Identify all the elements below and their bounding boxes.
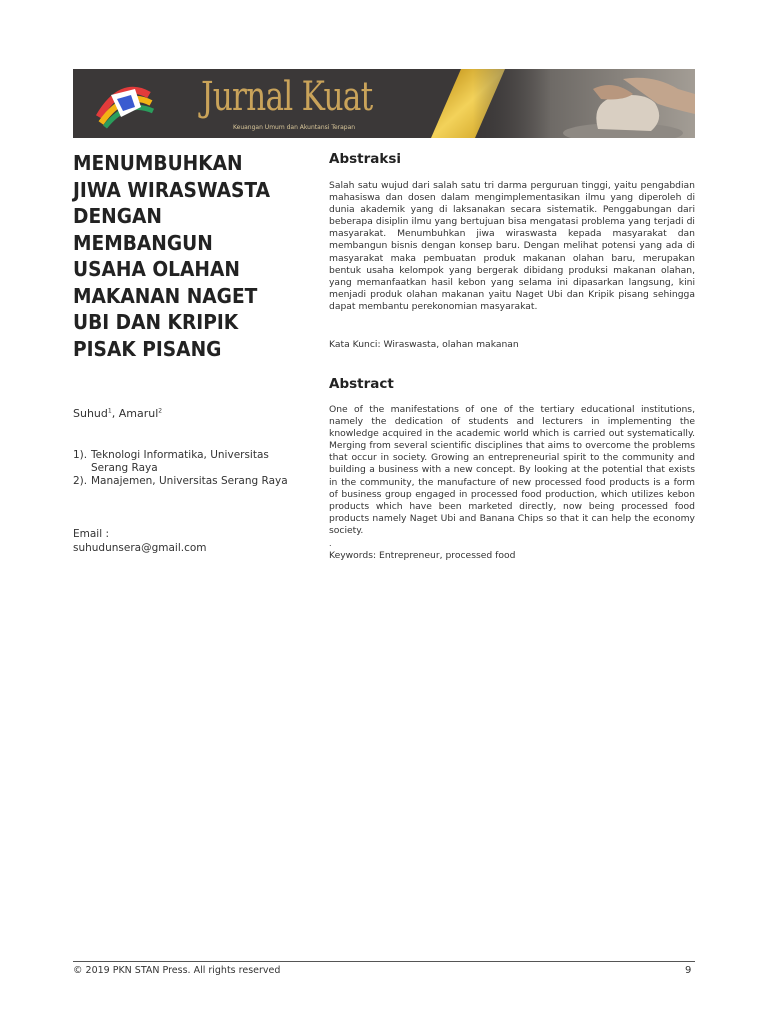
abstract-text: One of the manifestations of one of the tertiary educational institutions, namely the dedication of students and lecturers in implementing the knowledge acquired in the academic world which is carried out systematically. Merging from several scientific disciplines that aims to overcome the problems that occur in society. Growing an entrepreneurial spirit to the community and building a business with a new concept. By looking at the potential that exists in the community, the manufacture of new processed food products is a form of business group engaged in processed food production, which utilizes kebon products which have been marketed directly, now being processed food products namely Naget Ubi and Banana Chips so that it can help the economy society. xyxy=(329,404,695,536)
pottery-photo xyxy=(473,69,695,138)
article-title: MENUMBUHKAN JIWA WIRASWASTA DENGAN MEMBANGUN USAHA OLAHAN MAKANAN NAGET UBI DAN KRIPIK PISAK PISANG xyxy=(73,151,271,361)
email-label: Email : xyxy=(73,528,110,540)
abstraksi-keywords: Kata Kunci: Wiraswasta, olahan makanan xyxy=(329,339,519,350)
abstract-heading: Abstract xyxy=(329,376,394,392)
author-affiliation-mark: 1 xyxy=(107,407,112,415)
journal-logo-icon xyxy=(91,77,159,131)
email-block xyxy=(73,528,207,555)
affiliation-number: 1). xyxy=(73,449,88,461)
abstraksi-heading: Abstraksi xyxy=(329,151,402,167)
affiliation-item xyxy=(73,475,293,488)
authors xyxy=(73,407,162,420)
affiliation-number: 2). xyxy=(73,475,88,487)
author-name: Amarul xyxy=(118,407,159,420)
abstract-keywords: Keywords: Entrepreneur, processed food xyxy=(329,550,516,561)
affiliation-text: Teknologi Informatika, Universitas Serang Raya xyxy=(91,449,269,474)
abstract-dot: . xyxy=(329,539,332,548)
author-affiliation-mark: 2 xyxy=(158,407,163,415)
email-address[interactable]: suhudunsera@gmail.com xyxy=(73,541,207,554)
page-number: 9 xyxy=(685,965,692,976)
author-separator: , xyxy=(111,407,119,420)
affiliation-text: Manajemen, Universitas Serang Raya xyxy=(91,475,288,487)
author-name: Suhud xyxy=(73,407,108,420)
affiliations xyxy=(73,449,293,488)
journal-brand: Jurnal Kuat xyxy=(201,74,373,120)
journal-banner xyxy=(73,69,695,138)
affiliation-item xyxy=(73,449,293,475)
copyright: © 2019 PKN STAN Press. All rights reserved xyxy=(73,965,281,976)
abstraksi-text: Salah satu wujud dari salah satu tri darma perguruan tinggi, yaitu pengabdian mahasiswa dan dosen dalam mengimplementasikan ilmu yang diperoleh di dunia akademik yang di laksanakan secara sistematik. Penggabungan dari beberapa disiplin ilmu yang bertujuan bisa mengatasi problema yang terjadi di masyarakat. Menumbuhkan jiwa wiraswasta kepada masyarakat dan membangun bisnis dengan konsep baru. Dengan melihat potensi yang ada di masyarakat maka pembuatan produk makanan olahan baru, merupakan bentuk usaha kelompok yang bergerak dibidang produksi makanan olahan, yang memanfaatkan hasil kebon yang selama ini dipasarkan langsung, kini menjadi produk olahan makanan yaitu Naget Ubi dan Kripik pisang sehingga dapat membantu perekonomian masyarakat. xyxy=(329,180,695,312)
footer-rule xyxy=(73,961,695,962)
journal-tagline: Keuangan Umum dan Akuntansi Terapan xyxy=(233,124,356,131)
